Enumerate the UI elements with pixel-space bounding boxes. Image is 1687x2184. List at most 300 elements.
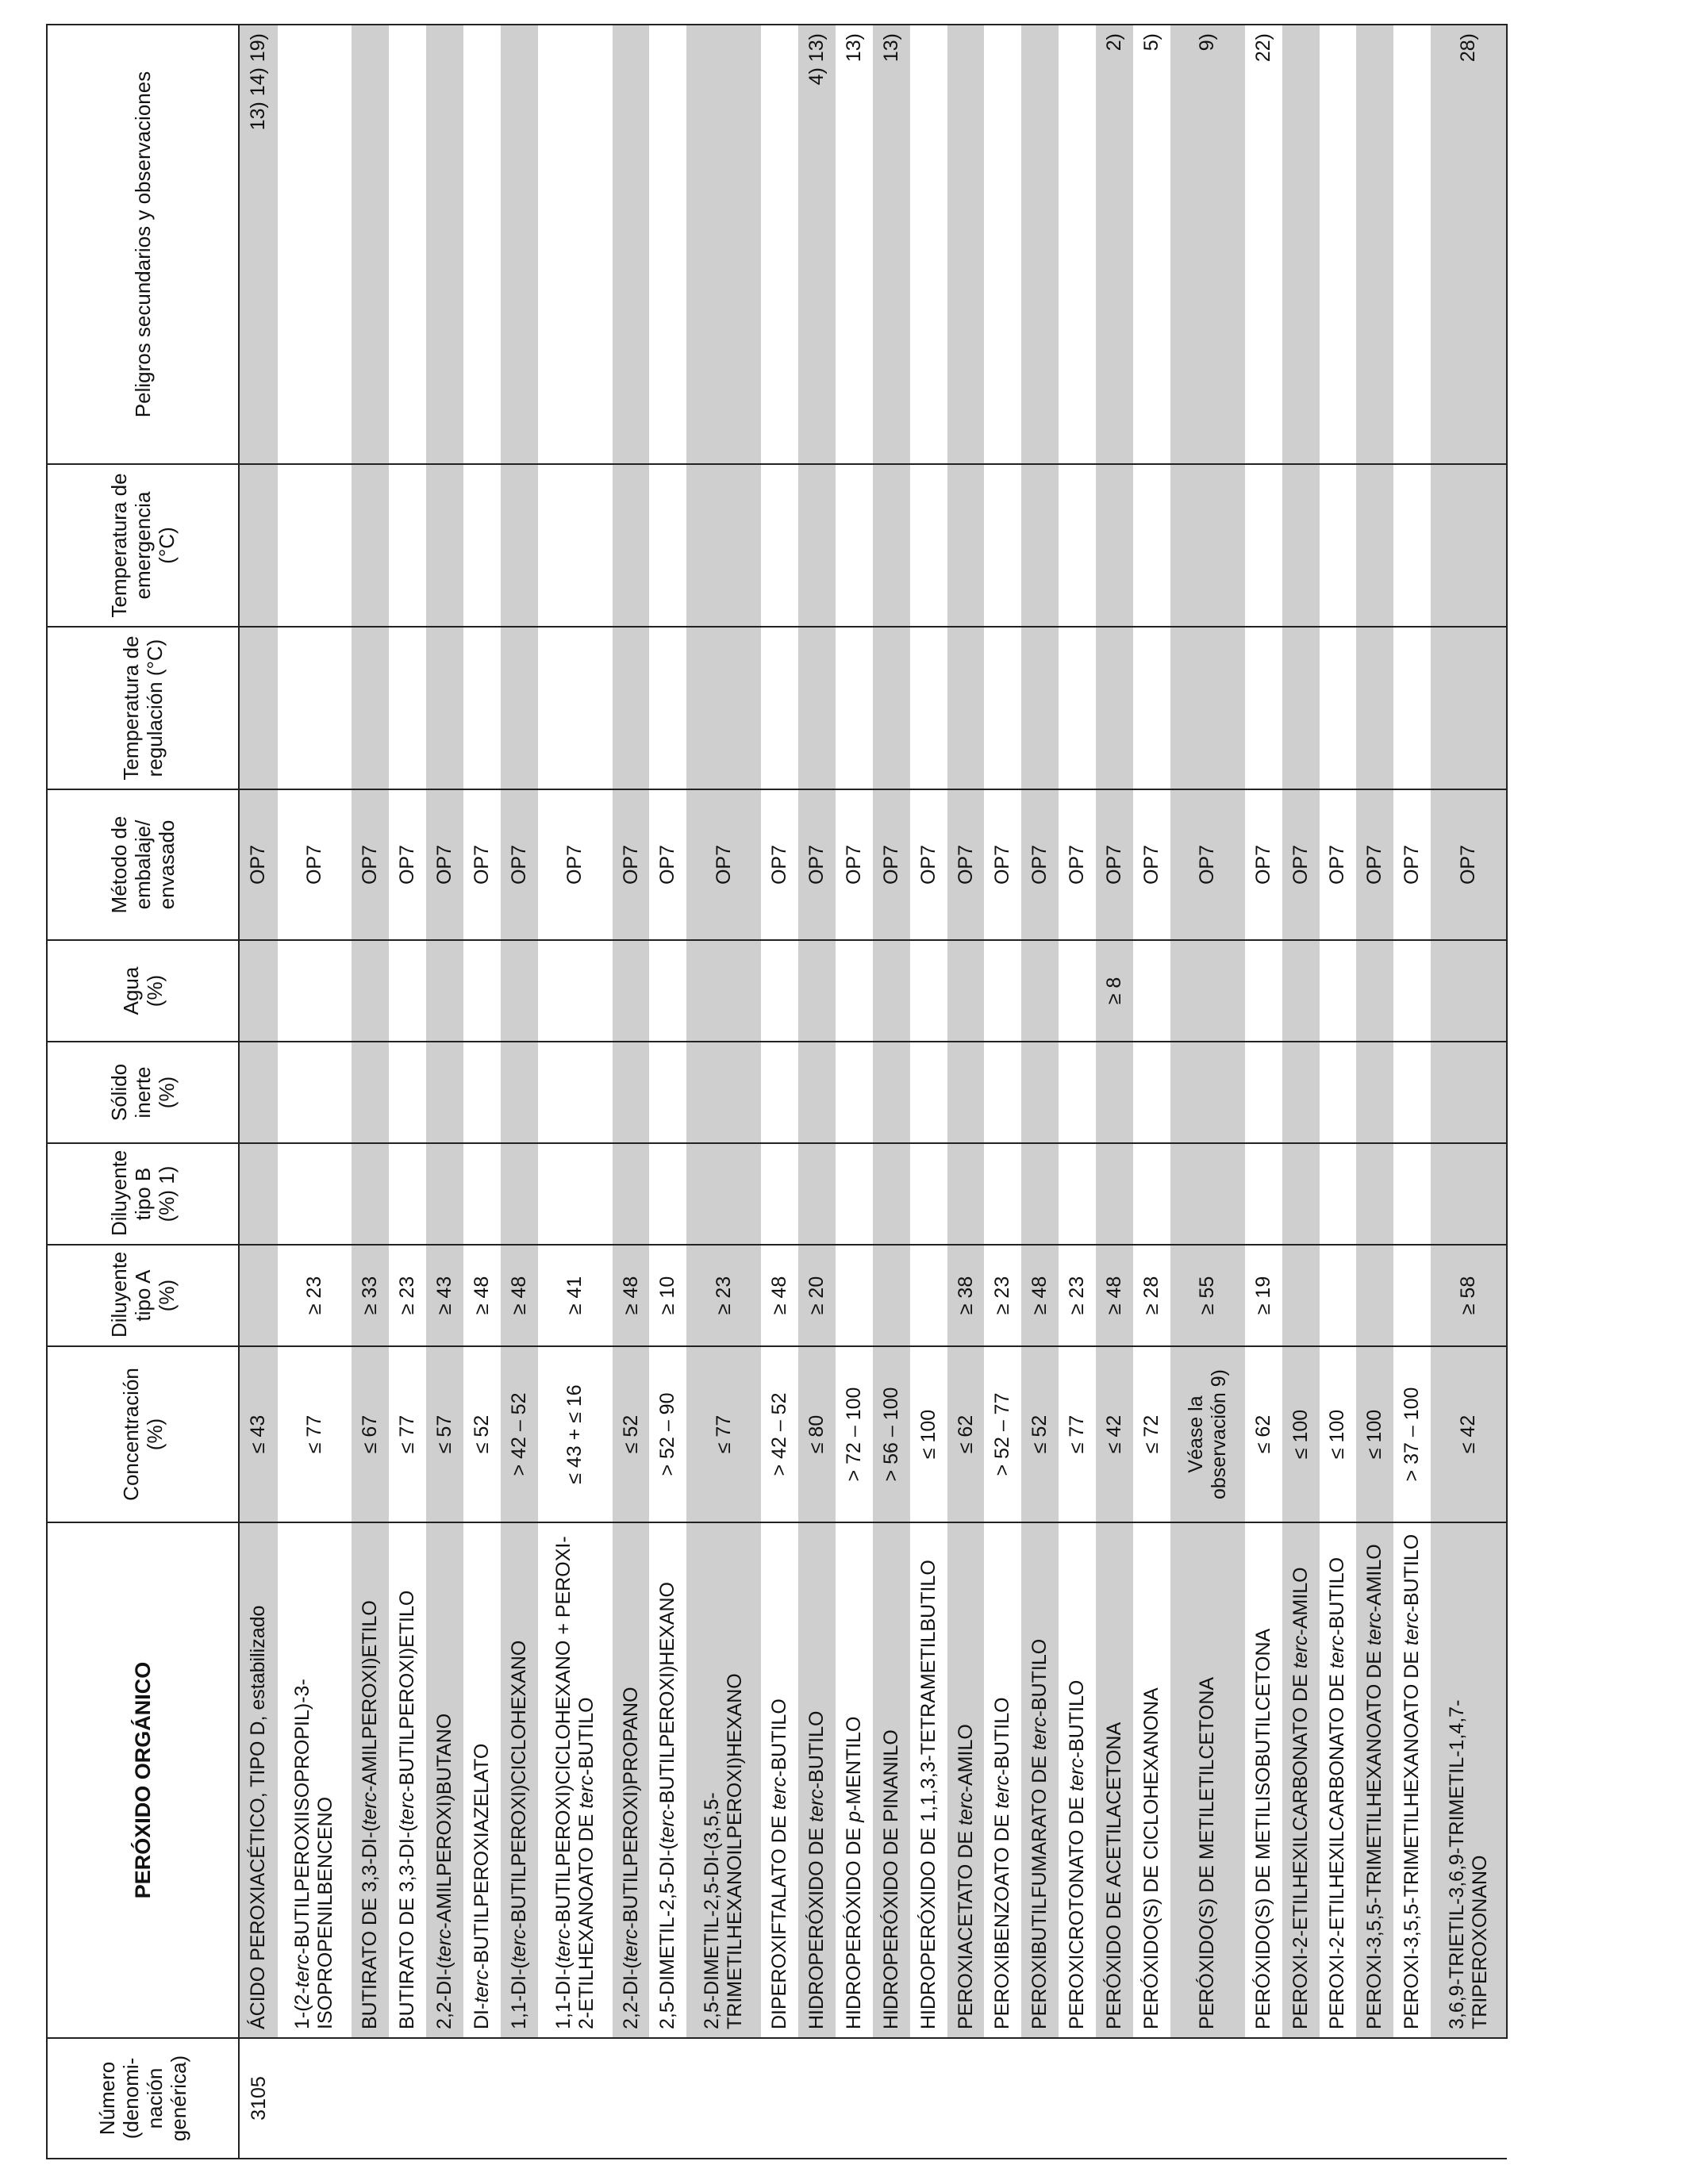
diluent-a-cell [836,1245,873,1346]
observations-cell: 4) 13) [798,25,836,464]
inert-solid-cell [873,1042,910,1143]
diluent-b-cell [1021,1143,1059,1245]
concentration-cell: ≤ 52 [463,1346,501,1522]
emergency-temp-cell [1393,464,1431,627]
emergency-temp-cell [613,464,650,627]
packing-method-cell: OP7 [426,789,463,940]
inert-solid-cell [1133,1042,1170,1143]
peroxide-name-cell: 1-(2-terc-BUTILPEROXIISOPROPIL)-3-ISOPROPENILBENCENO [278,1522,352,2038]
observations-cell: 13) [873,25,910,464]
water-cell [1059,940,1096,1042]
numero-cell: 3105 [239,2038,1507,2159]
emergency-temp-cell [389,464,426,627]
inert-solid-cell [463,1042,501,1143]
inert-solid-cell [1170,1042,1245,1143]
diluent-a-cell: ≥ 48 [463,1245,501,1346]
packing-method-cell: OP7 [1356,789,1393,940]
water-cell [873,940,910,1042]
water-cell [613,940,650,1042]
peroxide-name-cell: HIDROPERÓXIDO DE 1,1,3,3-TETRAMETILBUTILO [910,1522,947,2038]
table-row [1356,25,1393,2159]
concentration-cell: ≤ 77 [1059,1346,1096,1522]
peroxide-name-cell: 2,5-DIMETIL-2,5-DI-(terc-BUTILPEROXI)HEXANO [649,1522,686,2038]
observations-cell [686,25,761,464]
water-cell [947,940,985,1042]
water-cell [1431,940,1507,1042]
observations-cell: 5) [1133,25,1170,464]
concentration-cell: ≤ 100 [1356,1346,1393,1522]
control-temp-cell [278,627,352,789]
inert-solid-cell [761,1042,798,1143]
emergency-temp-cell [1356,464,1393,627]
diluent-a-cell: ≥ 55 [1170,1245,1245,1346]
control-temp-cell [1096,627,1133,789]
packing-method-cell: OP7 [761,789,798,940]
concentration-cell: ≤ 80 [798,1346,836,1522]
table-row [538,25,613,2159]
diluent-a-cell: ≥ 41 [538,1245,613,1346]
emergency-temp-cell [1059,464,1096,627]
diluent-a-cell: ≥ 48 [501,1245,538,1346]
inert-solid-cell [910,1042,947,1143]
inert-solid-cell [984,1042,1021,1143]
diluent-a-cell: ≥ 23 [389,1245,426,1346]
observations-cell [1393,25,1431,464]
water-cell [910,940,947,1042]
emergency-temp-cell [1282,464,1320,627]
emergency-temp-cell [1245,464,1282,627]
emergency-temp-cell [836,464,873,627]
rotated-page [46,25,1508,2159]
inert-solid-cell [649,1042,686,1143]
peroxide-name-cell: 1,1-DI-(terc-BUTILPEROXI)CICLOHEXANO [501,1522,538,2038]
diluent-b-cell [1059,1143,1096,1245]
diluent-a-cell: ≥ 23 [1059,1245,1096,1346]
table-header [47,25,239,2159]
observations-cell [352,25,389,464]
emergency-temp-cell [686,464,761,627]
table-row [910,25,947,2159]
water-cell [426,940,463,1042]
peroxide-name-cell: PEROXIACETATO DE terc-AMILO [947,1522,985,2038]
header-agua: Agua (%) [47,940,239,1042]
table-row [613,25,650,2159]
diluent-a-cell: ≥ 48 [1096,1245,1133,1346]
diluent-b-cell [686,1143,761,1245]
concentration-cell: > 42 – 52 [501,1346,538,1522]
peroxide-name-cell: HIDROPERÓXIDO DE terc-BUTILO [798,1522,836,2038]
table-row [1021,25,1059,2159]
water-cell: ≥ 8 [1096,940,1133,1042]
packing-method-cell: OP7 [501,789,538,940]
diluent-a-cell: ≥ 48 [613,1245,650,1346]
concentration-cell: ≤ 100 [910,1346,947,1522]
table-row [1133,25,1170,2159]
peroxide-name-cell: PEROXI-2-ETILHEXILCARBONATO DE terc-AMILO [1282,1522,1320,2038]
table-row [1245,25,1282,2159]
table-row [836,25,873,2159]
table-row [761,25,798,2159]
control-temp-cell [1245,627,1282,789]
concentration-cell: Véase la observación 9) [1170,1346,1245,1522]
concentration-cell: > 42 – 52 [761,1346,798,1522]
diluent-b-cell [761,1143,798,1245]
table-row [239,25,278,2159]
emergency-temp-cell [1021,464,1059,627]
diluent-a-cell [1282,1245,1320,1346]
observations-cell: 9) [1170,25,1245,464]
packing-method-cell: OP7 [836,789,873,940]
peroxide-name-cell: PEROXI-3,5,5-TRIMETILHEXANOATO DE terc-AMILO [1356,1522,1393,2038]
diluent-a-cell: ≥ 28 [1133,1245,1170,1346]
peroxide-name-cell: HIDROPERÓXIDO DE PINANILO [873,1522,910,2038]
concentration-cell: ≤ 42 [1431,1346,1507,1522]
packing-method-cell: OP7 [873,789,910,940]
diluent-b-cell [1245,1143,1282,1245]
inert-solid-cell [1021,1042,1059,1143]
concentration-cell: ≤ 43 [239,1346,278,1522]
observations-cell: 13) 14) 19) [239,25,278,464]
water-cell [1170,940,1245,1042]
packing-method-cell: OP7 [1059,789,1096,940]
diluent-a-cell: ≥ 58 [1431,1245,1507,1346]
diluent-b-cell [947,1143,985,1245]
emergency-temp-cell [1431,464,1507,627]
diluent-b-cell [984,1143,1021,1245]
peroxide-name-cell: PEROXI-2-ETILHEXILCARBONATO DE terc-BUTILO [1320,1522,1357,2038]
packing-method-cell: OP7 [1393,789,1431,940]
inert-solid-cell [1356,1042,1393,1143]
control-temp-cell [761,627,798,789]
observations-cell [761,25,798,464]
observations-cell [1356,25,1393,464]
emergency-temp-cell [984,464,1021,627]
observations-cell: 28) [1431,25,1507,464]
observations-cell [463,25,501,464]
table-row [352,25,389,2159]
water-cell [984,940,1021,1042]
inert-solid-cell [1096,1042,1133,1143]
inert-solid-cell [352,1042,389,1143]
organic-peroxide-table [46,24,1508,2159]
packing-method-cell: OP7 [538,789,613,940]
table-row [1059,25,1096,2159]
header-temp-emergencia: Temperatura de emergencia (°C) [47,464,239,627]
packing-method-cell: OP7 [947,789,985,940]
emergency-temp-cell [1096,464,1133,627]
table-row [1282,25,1320,2159]
packing-method-cell: OP7 [463,789,501,940]
packing-method-cell: OP7 [1133,789,1170,940]
inert-solid-cell [1059,1042,1096,1143]
diluent-a-cell [873,1245,910,1346]
concentration-cell: ≤ 100 [1320,1346,1357,1522]
water-cell [798,940,836,1042]
table-row [1320,25,1357,2159]
packing-method-cell: OP7 [1245,789,1282,940]
peroxide-name-cell: 2,2-DI-(terc-BUTILPEROXI)PROPANO [613,1522,650,2038]
observations-cell [984,25,1021,464]
water-cell [761,940,798,1042]
observations-cell [1320,25,1357,464]
diluent-a-cell: ≥ 48 [1021,1245,1059,1346]
control-temp-cell [1021,627,1059,789]
diluent-a-cell: ≥ 19 [1245,1245,1282,1346]
observations-cell [649,25,686,464]
header-diluyente-b: Diluyente tipo B (%) 1) [47,1143,239,1245]
inert-solid-cell [278,1042,352,1143]
inert-solid-cell [798,1042,836,1143]
inert-solid-cell [389,1042,426,1143]
control-temp-cell [463,627,501,789]
diluent-b-cell [389,1143,426,1245]
peroxide-name-cell: DI-terc-BUTILPEROXIAZELATO [463,1522,501,2038]
table-row [501,25,538,2159]
table-row [278,25,352,2159]
concentration-cell: ≤ 67 [352,1346,389,1522]
packing-method-cell: OP7 [352,789,389,940]
inert-solid-cell [426,1042,463,1143]
diluent-b-cell [649,1143,686,1245]
diluent-a-cell: ≥ 38 [947,1245,985,1346]
packing-method-cell: OP7 [1021,789,1059,940]
emergency-temp-cell [947,464,985,627]
inert-solid-cell [1245,1042,1282,1143]
control-temp-cell [389,627,426,789]
peroxide-name-cell: PEROXIBUTILFUMARATO DE terc-BUTILO [1021,1522,1059,2038]
packing-method-cell: OP7 [1170,789,1245,940]
water-cell [278,940,352,1042]
observations-cell [1282,25,1320,464]
diluent-a-cell: ≥ 33 [352,1245,389,1346]
water-cell [1282,940,1320,1042]
table-row [1096,25,1133,2159]
emergency-temp-cell [910,464,947,627]
emergency-temp-cell [798,464,836,627]
concentration-cell: ≤ 42 [1096,1346,1133,1522]
diluent-b-cell [278,1143,352,1245]
peroxide-name-cell: DIPEROXIFTALATO DE terc-BUTILO [761,1522,798,2038]
peroxide-name-cell: BUTIRATO DE 3,3-DI-(terc-BUTILPEROXI)ETILO [389,1522,426,2038]
peroxide-name-cell: PERÓXIDO DE ACETILACETONA [1096,1522,1133,2038]
water-cell [686,940,761,1042]
emergency-temp-cell [501,464,538,627]
concentration-cell: ≤ 62 [1245,1346,1282,1522]
diluent-a-cell [239,1245,278,1346]
table-row [686,25,761,2159]
diluent-a-cell: ≥ 48 [761,1245,798,1346]
diluent-b-cell [426,1143,463,1245]
control-temp-cell [1133,627,1170,789]
header-peroxido: PERÓXIDO ORGÁNICO [47,1522,239,2038]
peroxide-name-cell: PEROXI-3,5,5-TRIMETILHEXANOATO DE terc-BUTILO [1393,1522,1431,2038]
diluent-b-cell [798,1143,836,1245]
water-cell [1320,940,1357,1042]
diluent-a-cell: ≥ 43 [426,1245,463,1346]
concentration-cell: ≤ 52 [613,1346,650,1522]
packing-method-cell: OP7 [1282,789,1320,940]
header-temp-regulacion: Temperatura de regulación (°C) [47,627,239,789]
control-temp-cell [538,627,613,789]
packing-method-cell: OP7 [1431,789,1507,940]
header-solido: Sólido inerte (%) [47,1042,239,1143]
control-temp-cell [1059,627,1096,789]
emergency-temp-cell [538,464,613,627]
concentration-cell: > 52 – 77 [984,1346,1021,1522]
peroxide-name-cell: 2,2-DI-(terc-AMILPEROXI)BUTANO [426,1522,463,2038]
water-cell [1021,940,1059,1042]
diluent-a-cell: ≥ 23 [278,1245,352,1346]
peroxide-name-cell: ÁCIDO PEROXIACÉTICO, TIPO D, estabilizado [239,1522,278,2038]
inert-solid-cell [836,1042,873,1143]
diluent-b-cell [352,1143,389,1245]
emergency-temp-cell [426,464,463,627]
diluent-b-cell [1170,1143,1245,1245]
diluent-b-cell [1431,1143,1507,1245]
observations-cell [947,25,985,464]
table-body [239,25,1507,2159]
header-concentracion: Concentración (%) [47,1346,239,1522]
observations-cell [1059,25,1096,464]
diluent-b-cell [1282,1143,1320,1245]
concentration-cell: ≤ 77 [389,1346,426,1522]
emergency-temp-cell [239,464,278,627]
emergency-temp-cell [352,464,389,627]
concentration-cell: ≤ 62 [947,1346,985,1522]
control-temp-cell [649,627,686,789]
water-cell [352,940,389,1042]
packing-method-cell: OP7 [1320,789,1357,940]
control-temp-cell [426,627,463,789]
control-temp-cell [239,627,278,789]
packing-method-cell: OP7 [389,789,426,940]
table-row [1393,25,1431,2159]
observations-cell [278,25,352,464]
diluent-a-cell [1320,1245,1357,1346]
peroxide-name-cell: PERÓXIDO(S) DE CICLOHEXANONA [1133,1522,1170,2038]
header-peligros: Peligros secundarios y observaciones [47,25,239,464]
observations-cell [1021,25,1059,464]
header-diluyente-a: Diluyente tipo A (%) [47,1245,239,1346]
water-cell [389,940,426,1042]
water-cell [1356,940,1393,1042]
peroxide-name-cell: HIDROPERÓXIDO DE p-MENTILO [836,1522,873,2038]
control-temp-cell [910,627,947,789]
peroxide-name-cell: PERÓXIDO(S) DE METILISOBUTILCETONA [1245,1522,1282,2038]
peroxide-name-cell: 3,6,9-TRIETIL-3,6,9-TRIMETIL-1,4,7-TRIPEROXONANO [1431,1522,1507,2038]
peroxide-name-cell: PEROXICROTONATO DE terc-BUTILO [1059,1522,1096,2038]
concentration-cell: ≤ 77 [278,1346,352,1522]
inert-solid-cell [947,1042,985,1143]
concentration-cell: ≤ 43 + ≤ 16 [538,1346,613,1522]
observations-cell [389,25,426,464]
control-temp-cell [1393,627,1431,789]
control-temp-cell [1170,627,1245,789]
concentration-cell: ≤ 52 [1021,1346,1059,1522]
emergency-temp-cell [761,464,798,627]
table-row [1431,25,1507,2159]
observations-cell [613,25,650,464]
control-temp-cell [984,627,1021,789]
inert-solid-cell [613,1042,650,1143]
packing-method-cell: OP7 [649,789,686,940]
diluent-a-cell: ≥ 23 [686,1245,761,1346]
diluent-a-cell: ≥ 10 [649,1245,686,1346]
peroxide-name-cell: PEROXIBENZOATO DE terc-BUTILO [984,1522,1021,2038]
diluent-b-cell [1393,1143,1431,1245]
concentration-cell: > 56 – 100 [873,1346,910,1522]
control-temp-cell [1282,627,1320,789]
table-row [873,25,910,2159]
table-row [798,25,836,2159]
inert-solid-cell [1282,1042,1320,1143]
diluent-b-cell [836,1143,873,1245]
packing-method-cell: OP7 [984,789,1021,940]
control-temp-cell [686,627,761,789]
water-cell [1393,940,1431,1042]
diluent-b-cell [1356,1143,1393,1245]
inert-solid-cell [501,1042,538,1143]
water-cell [649,940,686,1042]
observations-cell: 2) [1096,25,1133,464]
water-cell [1245,940,1282,1042]
diluent-b-cell [538,1143,613,1245]
emergency-temp-cell [1320,464,1357,627]
packing-method-cell: OP7 [239,789,278,940]
control-temp-cell [1431,627,1507,789]
diluent-b-cell [239,1143,278,1245]
inert-solid-cell [1393,1042,1431,1143]
observations-cell: 22) [1245,25,1282,464]
emergency-temp-cell [1133,464,1170,627]
packing-method-cell: OP7 [613,789,650,940]
diluent-a-cell [910,1245,947,1346]
concentration-cell: ≤ 57 [426,1346,463,1522]
header-metodo: Método de embalaje/ envasado [47,789,239,940]
concentration-cell: > 72 – 100 [836,1346,873,1522]
diluent-b-cell [1096,1143,1133,1245]
table-row [984,25,1021,2159]
diluent-a-cell [1356,1245,1393,1346]
water-cell [836,940,873,1042]
diluent-b-cell [501,1143,538,1245]
table-row [649,25,686,2159]
packing-method-cell: OP7 [1096,789,1133,940]
packing-method-cell: OP7 [798,789,836,940]
emergency-temp-cell [873,464,910,627]
control-temp-cell [798,627,836,789]
diluent-b-cell [873,1143,910,1245]
inert-solid-cell [1320,1042,1357,1143]
inert-solid-cell [538,1042,613,1143]
observations-cell [501,25,538,464]
diluent-a-cell: ≥ 23 [984,1245,1021,1346]
inert-solid-cell [239,1042,278,1143]
control-temp-cell [613,627,650,789]
water-cell [239,940,278,1042]
observations-cell [910,25,947,464]
table-row [1170,25,1245,2159]
control-temp-cell [1320,627,1357,789]
emergency-temp-cell [463,464,501,627]
water-cell [1133,940,1170,1042]
table-row [463,25,501,2159]
diluent-a-cell: ≥ 20 [798,1245,836,1346]
water-cell [463,940,501,1042]
control-temp-cell [1356,627,1393,789]
diluent-b-cell [1133,1143,1170,1245]
table-row [389,25,426,2159]
